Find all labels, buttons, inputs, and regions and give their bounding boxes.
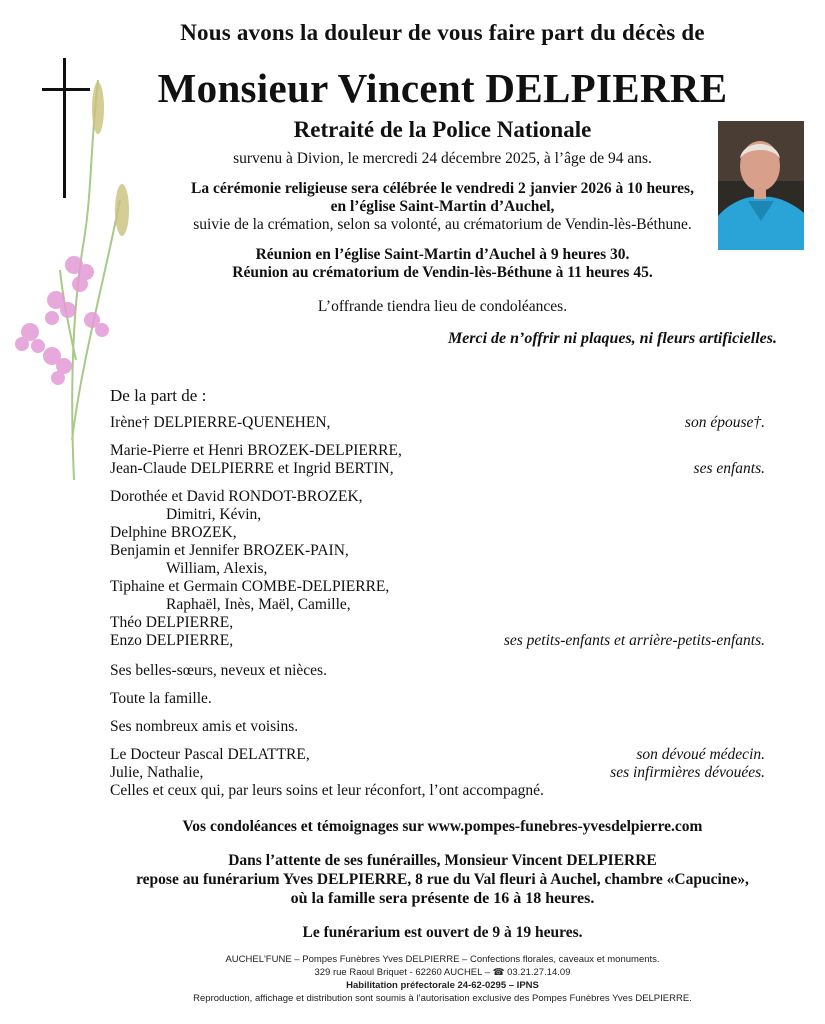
rest-line-1: Dans l’attente de ses funérailles, Monsieur Vincent DELPIERRE — [228, 852, 657, 869]
relation-doctor: son dévoué médecin. — [636, 746, 765, 763]
family-nurses: Julie, Nathalie, — [110, 764, 204, 781]
deceased-name: Monsieur Vincent DELPIERRE — [157, 65, 728, 111]
family-grandchild-5: Théo DELPIERRE, — [110, 614, 234, 631]
family-child-2: Jean-Claude DELPIERRE et Ingrid BERTIN, — [110, 460, 394, 477]
family-all: Toute la famille. — [110, 690, 212, 707]
family-doctor: Le Docteur Pascal DELATTRE, — [110, 746, 310, 763]
footer-line-2: 329 rue Raoul Briquet - 62260 AUCHEL – ☎ 03.21.27.14.09 — [314, 967, 571, 978]
relation-spouse: son épouse†. — [684, 414, 765, 431]
family-grandchild-4-kids: Raphaël, Inès, Maël, Camille, — [166, 596, 351, 613]
family-grandchild-1: Dorothée et David RONDOT-BROZEK, — [110, 488, 363, 505]
meeting-line-1: Réunion en l’église Saint-Martin d’Auchel à 9 heures 30. — [255, 246, 630, 263]
family-grandchild-3: Benjamin et Jennifer BROZEK-PAIN, — [110, 542, 349, 559]
family-grandchild-1-kids: Dimitri, Kévin, — [166, 506, 262, 523]
family-grandchild-2: Delphine BROZEK, — [110, 524, 237, 541]
funerarium-hours: Le funérarium est ouvert de 9 à 19 heures. — [302, 924, 583, 941]
family-grandchild-3-kids: William, Alexis, — [166, 560, 268, 577]
condolences-text: Vos condoléances et témoignages sur www.pompes-funebres-yvesdelpierre.com — [182, 818, 703, 835]
ceremony-line-1: La cérémonie religieuse sera célébrée le vendredi 2 janvier 2026 à 10 heures, — [191, 180, 694, 197]
family-inlaws: Ses belles-sœurs, neveux et nièces. — [110, 662, 327, 679]
relation-children: ses enfants. — [693, 460, 765, 477]
footer-line-1: AUCHEL'FUNE – Pompes Funèbres Yves DELPIERRE – Confections florales, caveaux et monuments. — [225, 954, 660, 965]
offering-text: L’offrande tiendra lieu de condoléances. — [317, 298, 568, 315]
rest-line-2: repose au funérarium Yves DELPIERRE, 8 rue du Val fleuri à Auchel, chambre «Capucine», — [136, 871, 749, 888]
family-grandchild-4: Tiphaine et Germain COMBE-DELPIERRE, — [110, 578, 390, 595]
death-details: survenu à Divion, le mercredi 24 décembre 2025, à l’âge de 94 ans. — [233, 150, 652, 167]
intro-text: Nous avons la douleur de vous faire part du décès de — [180, 20, 705, 45]
ceremony-line-2: en l’église Saint-Martin d’Auchel, — [330, 198, 555, 215]
family-heading: De la part de : — [110, 386, 207, 405]
family-spouse: Irène† DELPIERRE-QUENEHEN, — [110, 414, 331, 431]
profession: Retraité de la Police Nationale — [293, 117, 592, 142]
footer — [0, 953, 825, 1005]
relation-nurses: ses infirmières dévouées. — [610, 764, 765, 781]
ceremony-line-3: suivie de la crémation, selon sa volonté, au crématorium de Vendin-lès-Béthune. — [193, 216, 692, 233]
footer-line-3: Habilitation préfectorale 24-62-0295 – IPNS — [346, 980, 539, 991]
relation-grandchildren: ses petits-enfants et arrière-petits-enfants. — [503, 632, 765, 649]
family-grandchild-6: Enzo DELPIERRE, — [110, 632, 234, 649]
meeting-line-2: Réunion au crématorium de Vendin-lès-Béthune à 11 heures 45. — [232, 264, 653, 281]
family-others: Celles et ceux qui, par leurs soins et leur réconfort, l’ont accompagné. — [110, 782, 544, 799]
family-child-1: Marie-Pierre et Henri BROZEK-DELPIERRE, — [110, 442, 402, 459]
family-friends: Ses nombreux amis et voisins. — [110, 718, 299, 735]
footer-line-4: Reproduction, affichage et distribution sont soumis à l’autorisation exclusive des Pompes Funèbres Yves DELPIERRE. — [193, 993, 692, 1004]
request-text: Merci de n’offrir ni plaques, ni fleurs artificielles. — [447, 330, 777, 347]
rest-line-3: où la famille sera présente de 16 à 18 heures. — [290, 890, 595, 907]
